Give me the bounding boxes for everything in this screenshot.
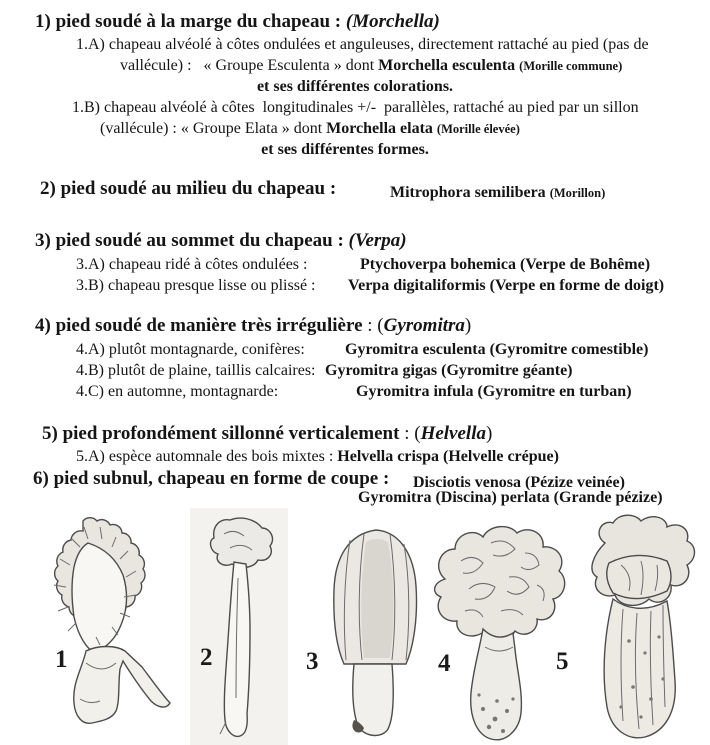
text-segment: 6) pied subnul, chapeau en forme de coupe :: [33, 468, 395, 489]
text-segment: ): [464, 315, 472, 336]
text-line: [0, 98, 710, 118]
text-line: [0, 314, 710, 339]
text-line: [0, 10, 710, 35]
text-segment: 1) pied soudé à la marge du chapeau :: [35, 11, 346, 32]
text-segment: 3.A) chapeau ridé à côtes ondulées :: [76, 256, 308, 273]
text-line: [0, 77, 710, 97]
text-segment: (Morchella): [345, 11, 440, 32]
text-segment: 4.A) plutôt montagnarde, conifères:: [76, 341, 305, 358]
text-segment: : (: [399, 423, 421, 444]
text-segment: 5.A) espèce automnale des bois mixtes :: [76, 448, 338, 465]
text-segment: (Morille commune): [519, 59, 623, 73]
text-segment: vallécule) : « Groupe Esculenta » dont: [120, 57, 379, 74]
text-segment: et ses différentes colorations.: [256, 78, 454, 95]
text-segment: 4.C) en automne, montagnarde:: [76, 383, 279, 400]
species-name: Disciotis venosa (Pézize veinée): [413, 474, 625, 491]
species-column: [360, 255, 650, 275]
figure-1-morel-section-drawing: [28, 513, 190, 731]
species-name: (Morillon): [549, 186, 606, 200]
text-segment: Gyromitra (Discina) perlata (Grande pézize): [358, 489, 663, 506]
text-line: [0, 56, 710, 76]
text-line: [0, 276, 710, 296]
text-line: [0, 119, 710, 139]
text-segment: Morchella esculenta: [378, 57, 520, 74]
species-column: [356, 382, 632, 402]
text-line: [0, 488, 710, 508]
species-name: Gyromitra gigas (Gyromitre géante): [325, 362, 573, 379]
text-segment: 4) pied soudé de manière très irrégulière: [35, 315, 363, 336]
figure-2-mitrophora-drawing: [190, 508, 288, 745]
species-name: Gyromitra infula (Gyromitre en turban): [356, 383, 632, 400]
species-column: [390, 181, 605, 205]
text-segment: Helvella: [420, 423, 486, 444]
species-name: Gyromitra esculenta (Gyromitre comestible): [345, 341, 649, 358]
figure-3-verpa-drawing: [320, 524, 432, 739]
species-name: Ptychoverpa bohemica (Verpe de Bohême): [360, 256, 651, 273]
text-segment: Helvella crispa (Helvelle crépue): [337, 448, 559, 465]
figure-4-gyromitra-drawing: [425, 519, 577, 745]
text-line: [0, 447, 710, 467]
text-line: [0, 382, 710, 402]
text-segment: ): [485, 423, 493, 444]
text-segment: 3.B) chapeau presque lisse ou plissé :: [76, 277, 316, 294]
text-segment: (vallécule) : « Groupe Elata » dont: [100, 120, 327, 137]
species-column: [325, 361, 573, 381]
figure-5-helvella-drawing: [575, 511, 710, 743]
figure-1-label: 1: [55, 646, 68, 673]
text-line: [0, 177, 710, 202]
figure-3-label: 3: [306, 648, 319, 675]
species-name: Verpa digitaliformis (Verpe en forme de doigt): [348, 277, 665, 294]
text-segment: Morchella elata: [326, 120, 437, 137]
text-segment: 5) pied profondément sillonné verticalement: [42, 423, 400, 444]
text-line: [0, 255, 710, 275]
text-segment: 3) pied soudé au sommet du chapeau :: [35, 230, 349, 251]
figure-4-label: 4: [438, 650, 451, 677]
text-segment: (Verpa): [348, 230, 407, 251]
text-segment: 1.B) chapeau alvéolé à côtes longitudinales +/- parallèles, rattaché au pied par un sillon: [72, 99, 639, 116]
text-segment: 2) pied soudé au milieu du chapeau :: [40, 178, 337, 199]
text-line: [0, 229, 710, 254]
species-name: Mitrophora semilibera: [390, 184, 550, 201]
species-column: [348, 276, 664, 296]
text-line: [0, 340, 710, 360]
figure-2-label: 2: [200, 644, 213, 671]
text-line: [0, 35, 710, 55]
text-line: [0, 422, 710, 447]
text-segment: (Morille élevée): [436, 122, 520, 136]
text-line: [0, 361, 710, 381]
species-column: [345, 340, 648, 360]
text-segment: 1.A) chapeau alvéolé à côtes ondulées et anguleuses, directement rattaché au pied (pas de: [76, 36, 649, 53]
text-segment: et ses différentes formes.: [261, 141, 429, 158]
text-line: [0, 140, 690, 160]
figure-5-label: 5: [556, 648, 569, 675]
text-segment: Gyromitra: [383, 315, 465, 336]
text-segment: : (: [362, 315, 384, 336]
text-segment: 4.B) plutôt de plaine, taillis calcaires:: [76, 362, 316, 379]
